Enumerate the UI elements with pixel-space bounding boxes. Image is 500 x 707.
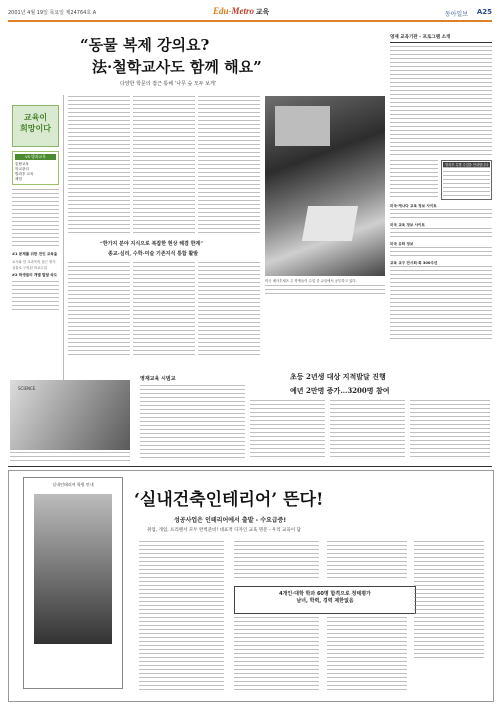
right-boxed-text [390, 160, 438, 200]
ad-text-col6 [414, 541, 484, 661]
menu-title: VS 방과교육 [15, 154, 56, 160]
sidebar-sub1-item1: 교사와 한 교과목의 접근 방식 [12, 260, 56, 264]
ad-subheadline: 성공사업은 인테리어에서 출발 - 수요급증! [174, 517, 287, 524]
ad-text-col1 [139, 541, 224, 691]
sidebar-sub1-item2: 실물로 구성된 학교수업 [12, 266, 47, 270]
headline-line1: “동물 복제 강의요? [80, 36, 210, 54]
sidebar [8, 95, 64, 385]
mid-article-text1 [250, 400, 325, 460]
ad-text-col3 [234, 617, 319, 691]
logo-bottom: 희망이다 [20, 124, 51, 133]
ad-badge-line1: 4개인·대학 학과 60명 합격으로 정태평가 [279, 591, 371, 597]
main-article-col5 [133, 262, 195, 357]
page-number: A25 [476, 8, 492, 16]
ad-inner-title: 실내인테리어 학원 안내 [52, 482, 94, 487]
menu-item-4: 체험 [15, 177, 22, 181]
right-item2: 미국 교육 정보 사이트 [390, 223, 425, 227]
article-subhead-2: 종교-심리, 수학-미술 기존지식 통합 활발 [108, 251, 199, 257]
right-boxed-item [390, 160, 492, 200]
right-column-title: 영재 교육기관 - 프로그램 소개 [390, 34, 492, 43]
article-subhead: “한가지 분야 지식으로 복잡한 현상 해결 한계” [100, 241, 204, 247]
ad-line: 취업, 개업, 프리랜서 모두 완벽준비! 대표적 디자인 교육 명문 - 우리 교육이 답 [147, 528, 301, 533]
mid-article-title2: 예년 2만명 증가…3200명 참여 [290, 386, 390, 395]
section-title [213, 6, 269, 17]
ad-headline: ‘실내건축인테리어’ 뜬다! [134, 490, 324, 510]
ad-inner-panel [23, 477, 123, 689]
main-article-col1 [68, 96, 130, 236]
ad-badge [234, 586, 416, 614]
right-item4-text [390, 266, 492, 341]
ad-box [8, 470, 494, 702]
sidebar-sub2: #2 학생들의 개별 발달 속도 [12, 273, 58, 277]
section-mid: Metro [231, 6, 255, 16]
right-item3: 미국 유학 정보 [390, 242, 414, 246]
menu-item-1: 통합교육 [15, 162, 29, 166]
small-photo-label: SCIENCE [18, 386, 36, 391]
headline-deck: 다양한 학문의 접근 통해 ‘나무 숲 모두 보게’ [120, 81, 217, 87]
logo-top: 교육이 [23, 113, 48, 122]
right-info-box [441, 160, 492, 200]
main-article-col2 [133, 96, 195, 236]
classroom-photo [265, 96, 385, 276]
main-article-col4 [68, 262, 130, 357]
ad-text-col2 [234, 541, 319, 581]
ad-text-col4 [327, 541, 407, 581]
sidebar-text [12, 189, 59, 249]
ad-text-col5 [327, 617, 407, 691]
headline-line2: 法·철학교사도 함께 해요” [92, 58, 262, 76]
newspaper-name: 동아일보 [444, 11, 468, 18]
sidebar-logo [12, 105, 59, 147]
mid-article-title1: 초등 2년생 대상 지적발달 진행 [290, 372, 386, 381]
section-right: 교육 [254, 8, 270, 16]
right-item4: 교육 교구 전시회·특 300주년 [390, 261, 438, 265]
right-info-box-text [443, 167, 490, 197]
ad-badge-line2: 남녀, 학력, 경력 제한없음 [296, 598, 354, 604]
ad-divider [8, 466, 492, 467]
menu-item-2: 학교관리 [15, 167, 29, 171]
right-column-text [390, 46, 492, 156]
mid-article-text3 [410, 400, 490, 460]
photo-caption: 미국 메사추세츠 주 학생들이 수업 중 교실에서 공부하고 있다. [265, 279, 357, 283]
right-item1-text [390, 209, 492, 221]
photo-caption-text [265, 285, 385, 295]
small-photo-caption [10, 452, 130, 462]
page-header [8, 6, 492, 22]
right-info-box-title: 방과후 특별 수업을 안내합니다 [445, 163, 489, 167]
small-photo [10, 380, 130, 450]
menu-item-3: 방과후 교육 [15, 172, 34, 176]
paper-on-desk [302, 206, 358, 241]
issue-date: 2001년 4월 19일 목요일 제24764호 A [8, 10, 97, 16]
main-article-col6 [198, 262, 260, 357]
main-article-col3 [198, 96, 260, 236]
right-item2-text [390, 228, 492, 240]
ad-building-image [34, 494, 112, 644]
sidebar-sub1: #1 문제를 위한 전인 교육을 [12, 252, 58, 256]
mid-article-text2 [330, 400, 405, 460]
lower-left-text [140, 385, 245, 460]
sidebar-text-2 [12, 281, 59, 311]
right-column [390, 34, 492, 364]
lower-left-title: 영재교육 시범교 [140, 376, 176, 382]
right-item3-text [390, 247, 492, 259]
whiteboard [275, 106, 330, 146]
sidebar-menu [12, 151, 59, 185]
section-left: Edu- [213, 6, 232, 16]
right-item1: 미국·캐나다 교육 정보 사이트 [390, 204, 437, 208]
